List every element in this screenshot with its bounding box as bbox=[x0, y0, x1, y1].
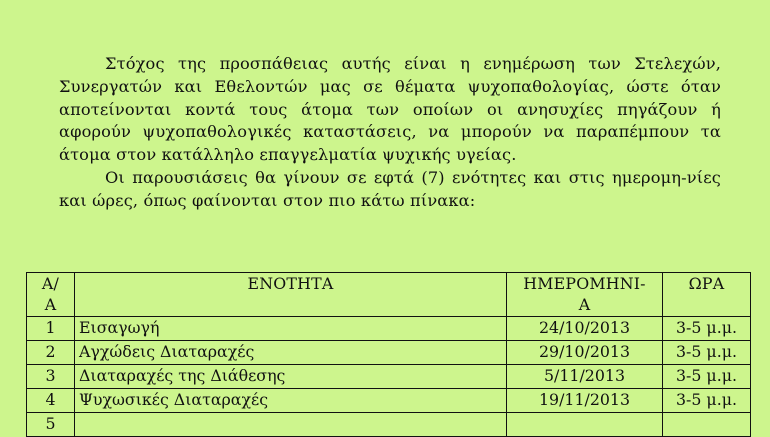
row-number: 1 bbox=[27, 317, 75, 341]
date-header-line-2: Α bbox=[578, 295, 591, 314]
row-number: 4 bbox=[27, 389, 75, 413]
intro-text bbox=[59, 53, 721, 213]
schedule-table bbox=[26, 272, 751, 437]
date-header-line-1: ΗΜΕΡΟΜΗΝΙ- bbox=[523, 274, 646, 293]
aa-header-line-2: Α bbox=[44, 295, 57, 314]
time-header: ΩΡΑ bbox=[663, 273, 751, 317]
table-row bbox=[27, 413, 751, 437]
date-header bbox=[507, 273, 663, 317]
table-row bbox=[27, 341, 751, 365]
intro-paragraph-1: Στόχος της προσπάθειας αυτής είναι η ενημέρωση των Στελεχών, Συνεργατών και Εθελοντών μας σε θέματα ψυχοπαθολογίας, ώστε όταν αποτείνονται κοντά τους άτομα των οποίων οι ανησυχίες πηγάζουν ή αφορούν ψυχοπαθολογικές καταστάσεις, να μπορούν να παραπέμπουν τα άτομα στον κατάλληλο επαγγελματία ψυχικής υγείας. bbox=[59, 54, 721, 165]
row-number: 3 bbox=[27, 365, 75, 389]
row-unit: Διαταραχές της Διάθεσης bbox=[75, 365, 507, 389]
row-unit: Ψυχωσικές Διαταραχές bbox=[75, 389, 507, 413]
table-row bbox=[27, 365, 751, 389]
row-unit: Εισαγωγή bbox=[75, 317, 507, 341]
row-date bbox=[507, 413, 663, 437]
row-number: 2 bbox=[27, 341, 75, 365]
row-date: 19/11/2013 bbox=[507, 389, 663, 413]
row-time: 3-5 μ.μ. bbox=[663, 389, 751, 413]
row-time: 3-5 μ.μ. bbox=[663, 341, 751, 365]
cropped-heading-fragment bbox=[70, 0, 430, 2]
row-time: 3-5 μ.μ. bbox=[663, 317, 751, 341]
row-time: 3-5 μ.μ. bbox=[663, 365, 751, 389]
table-row bbox=[27, 389, 751, 413]
intro-paragraph-2: Οι παρουσιάσεις θα γίνουν σε εφτά (7) ενότητες και στις ημερομη-νίες και ώρες, όπως φαίνονται στον πιο κάτω πίνακα: bbox=[59, 167, 721, 210]
row-unit bbox=[75, 413, 507, 437]
row-time bbox=[663, 413, 751, 437]
table-row bbox=[27, 317, 751, 341]
schedule-table-header bbox=[27, 273, 751, 317]
row-date: 29/10/2013 bbox=[507, 341, 663, 365]
row-date: 5/11/2013 bbox=[507, 365, 663, 389]
aa-header-line-1: Α/ bbox=[41, 274, 60, 293]
row-unit: Αγχώδεις Διαταραχές bbox=[75, 341, 507, 365]
row-date: 24/10/2013 bbox=[507, 317, 663, 341]
row-number: 5 bbox=[27, 413, 75, 437]
unit-header: ΕΝΟΤΗΤΑ bbox=[75, 273, 507, 317]
aa-header bbox=[27, 273, 75, 317]
